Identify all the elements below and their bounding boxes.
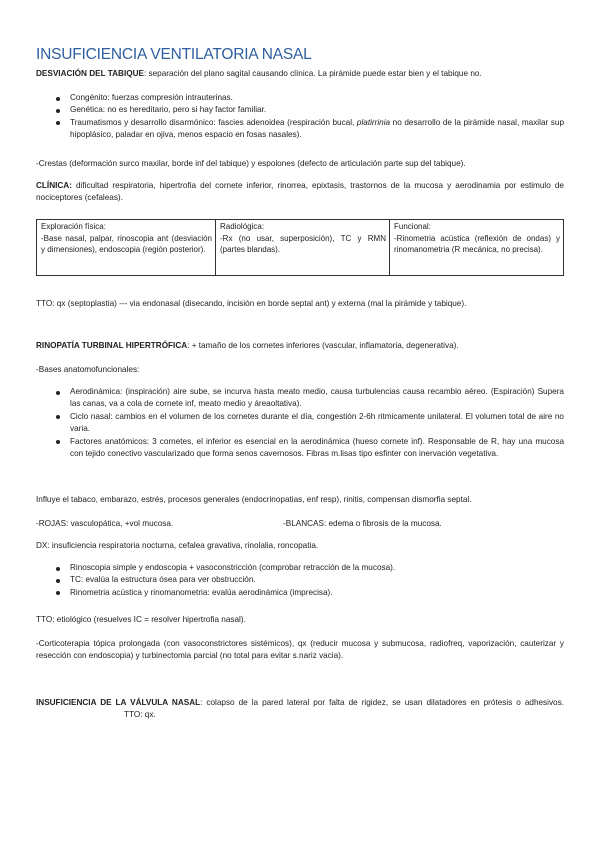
table-row [37,220,564,276]
trauma-text-rest: no desarrollo de la pirámide nasal, maxilar sup hipoplásico, paladar en ojiva, menos espacio en fosas nasales). [70,117,564,140]
desviacion-intro [36,68,564,80]
rinopatia-bullet-list [36,386,564,461]
crestas-paragraph: -Crestas (deformación surco maxilar, borde inf del tabique) y espolones (defecto de articulación parte sup del tabique). [36,159,466,168]
table-cell-radiologica [216,220,390,276]
list-item: Congénito: fuerzas compresión intrauterinas. [36,92,564,104]
funcional-body: -Rinometria acústica (reflexión de ondas) y rinomanometria (R mecánica, no precisa). [394,233,560,255]
list-item: Genética: no es hereditario, pero si hay factor familiar. [36,104,564,116]
rinopatia-text: : + tamaño de los cornetes inferiores (vascular, inflamatoria, degenerativa). [187,341,459,350]
desviacion-heading: DESVIACIÓN DEL TABIQUE [36,69,144,78]
rinopatia-intro [36,340,564,352]
exploration-table [36,219,564,276]
dx-paragraph: DX: insuficiencia respiratoria nocturna, cefalea gravativa, rinolalia, roncopatia. [36,541,319,550]
clinica-heading: CLÍNICA: [36,181,72,190]
trauma-text: Traumatismos y desarrollo disarmónico: fascies adenoidea (respiración bucal, [70,117,357,127]
radiologica-title: Radiológica: [220,222,265,231]
list-item: Rinoscopia simple y endoscopia + vasoconstricción (comprobar retracción de la mucosa). [36,562,564,574]
trauma-emphasis: platirrinia [356,117,391,127]
influye-paragraph: Influye el tabaco, embarazo, estrés, procesos generales (endocrinopatias, enf resp), rinitis, compensan dismorfia septal. [36,495,472,504]
radiologica-body: -Rx (no usar, superposición), TC y RMN (partes blandas). [220,233,386,255]
blancas-label: -BLANCAS: edema o fibrosis de la mucosa. [283,519,442,528]
fisica-title: Exploración física: [41,222,106,231]
clinica-paragraph [36,180,564,205]
corticoterapia-paragraph: -Corticoterapia tópica prolongada (con vasoconstrictores sistémicos), qx (reducir mucosa y submucosa, radiofreq, vaporización, cauterizar y resección con endoscopia) y turbinectomia parcial (no total para evitar s.nariz vacia). [36,639,564,661]
list-item: Ciclo nasal: cambios en el volumen de los cornetes durante el día, congestión 2-6h ritmicamente unilateral. El volumen total de aire no varia. [36,411,564,436]
fisica-body: -Base nasal, palpar, rinoscopia ant (desviación y dimensiones), endoscopia (región posterior). [41,233,213,255]
valvula-tto: TTO: qx. [124,710,156,720]
table-cell-fisica [37,220,216,276]
rinopatia-heading: RINOPATÍA TURBINAL HIPERTRÓFICA [36,341,188,350]
desviacion-bullet-list [36,92,564,142]
dx-bullet-list [36,562,564,599]
valvula-paragraph [36,697,564,722]
list-item: Rinometria acústica y rinomanometria: evalúa aerodinámica (imprecisa). [36,587,564,599]
valvula-text: : colapso de la pared lateral por falta de rigidez, se usan dilatadores en prótesis o adhesivos. [200,698,564,707]
page-title: INSUFICIENCIA VENTILATORIA NASAL [36,46,312,63]
table-cell-funcional [390,220,564,276]
list-item [36,117,564,142]
funcional-title: Funcional: [394,222,431,231]
valvula-heading: INSUFICIENCIA DE LA VÁLVULA NASAL [36,698,201,707]
rojas-label: -ROJAS: vasculopática, +vol mucosa. [36,519,174,528]
list-item: Aerodinámica: (inspiración) aire sube, se incurva hasta meato medio, causa turbulencias causa recambio aéreo. (Espiración) Supera las canas, va a cola de cornete inf, meato medio y áreaoltativa). [36,386,564,411]
rinopatia-tto: TTO: etiológico (resuelves IC = resolver hipertrofia nasal). [36,615,246,624]
clinica-text: dificultad respiratoria, hipertrofia del cornete inferior, rinorrea, epixtasis, trastornos de la mucosa y aerodinamia por estimulo de nociceptores (cefaleas). [36,181,564,203]
desviacion-text: : separación del plano sagital causando clínica. La pirámide puede estar bien y el tabique no. [143,69,482,78]
desviacion-tto: TTO: qx (septoplastia) --- via endonasal (disecando, incisión en borde septal ant) y externa (mal la pirámide y tabique). [36,299,467,308]
list-item: TC: evalúa la estructura ósea para ver obstrucción. [36,574,564,586]
list-item: Factores anatómicos: 3 cornetes, el inferior es esencial en la aerodinámica (hueso cornete inf). Responsable de R, hay una mucosa con tejido conectivo vascularizado que forma senos cavernosos. Fibras m.lisas tipo esfinter con inervación vegetativa. [36,436,564,461]
bases-label: -Bases anatomofuncionales: [36,365,140,374]
